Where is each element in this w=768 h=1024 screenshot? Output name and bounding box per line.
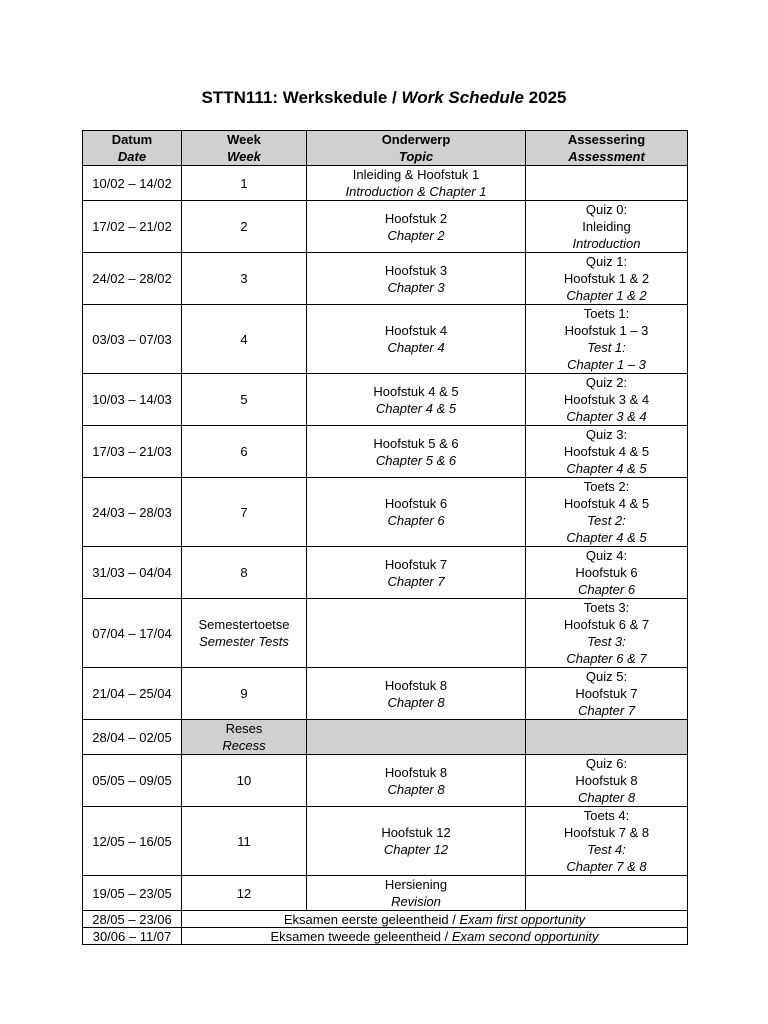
topic-label-en: Chapter 5 & 6 (375, 452, 457, 468)
topic-label: Hoofstuk 5 & 6 (373, 435, 459, 451)
table-row (83, 755, 688, 807)
assessment-cell (526, 807, 688, 876)
topic-label-en: Chapter 12 (383, 842, 449, 857)
exam-label-en: Exam second opportunity (451, 928, 599, 944)
assessment-line: Chapter 4 & 5 (566, 530, 647, 545)
assessment-line: Hoofstuk 7 (575, 686, 638, 701)
topic-label: Hoofstuk 4 & 5 (373, 383, 459, 399)
table-row (83, 374, 688, 426)
topic-cell (307, 720, 526, 755)
topic-cell (307, 305, 526, 374)
topic-label: Inleiding & Hoofstuk 1 (352, 167, 480, 182)
week-cell: 4 (182, 305, 307, 374)
date-cell: 21/04 – 25/04 (83, 668, 182, 720)
week-cell: 7 (182, 478, 307, 547)
week-cell: 9 (182, 668, 307, 720)
table-row (83, 547, 688, 599)
assessment-line: Introduction (572, 236, 641, 251)
topic-cell (307, 253, 526, 305)
week-cell: 2 (182, 201, 307, 253)
table-row (83, 668, 688, 720)
assessment-line: Hoofstuk 4 & 5 (563, 496, 650, 511)
assessment-cell (526, 478, 688, 547)
assessment-cell (526, 876, 688, 911)
assessment-line: Quiz 5: (585, 669, 628, 684)
table-row (83, 876, 688, 911)
week-cell: 1 (182, 166, 307, 201)
assessment-line: Quiz 6: (585, 756, 628, 771)
assessment-line: Chapter 6 & 7 (566, 651, 647, 666)
exam-label: Eksamen eerste geleentheid / (283, 911, 460, 927)
date-cell: 17/03 – 21/03 (83, 426, 182, 478)
topic-cell (307, 668, 526, 720)
date-cell: 10/02 – 14/02 (83, 166, 182, 201)
header-week: Week Week (182, 131, 307, 166)
assessment-line: Chapter 8 (577, 790, 636, 805)
week-label: Semestertoetse (198, 617, 290, 632)
exam-row (83, 928, 688, 945)
assessment-cell (526, 201, 688, 253)
topic-cell (307, 807, 526, 876)
week-cell: 6 (182, 426, 307, 478)
assessment-line: Chapter 1 & 2 (566, 288, 647, 303)
title-prefix: STTN111: Werkskedule / (201, 88, 402, 107)
exam-label-cell (182, 911, 688, 928)
week-cell: 10 (182, 755, 307, 807)
topic-cell (307, 599, 526, 668)
title-suffix: 2025 (523, 88, 567, 107)
assessment-cell (526, 547, 688, 599)
topic-label-en: Chapter 3 (387, 279, 445, 295)
assessment-line: Hoofstuk 1 – 3 (564, 323, 649, 338)
topic-label: Hoofstuk 6 (384, 496, 448, 511)
topic-cell (307, 201, 526, 253)
assessment-line: Test 2: (587, 513, 626, 528)
exam-date-cell: 28/05 – 23/06 (83, 911, 182, 928)
header-assessment: Assessering Assessment (526, 131, 688, 166)
topic-label: Hoofstuk 8 (384, 677, 448, 693)
topic-label: Hoofstuk 12 (381, 825, 451, 840)
exam-label-en: Exam first opportunity (459, 911, 586, 927)
week-cell (182, 599, 307, 668)
week-cell: 11 (182, 807, 307, 876)
date-cell: 31/03 – 04/04 (83, 547, 182, 599)
topic-label: Hoofstuk 3 (384, 262, 448, 278)
table-row (83, 720, 688, 755)
assessment-cell (526, 755, 688, 807)
date-cell: 28/04 – 02/05 (83, 720, 182, 755)
topic-cell (307, 374, 526, 426)
assessment-line: Quiz 2: (585, 375, 628, 390)
assessment-cell (526, 253, 688, 305)
table-row (83, 305, 688, 374)
assessment-line: Quiz 4: (585, 548, 628, 563)
exam-label: Eksamen tweede geleentheid / (270, 928, 452, 944)
assessment-line: Chapter 7 & 8 (566, 859, 647, 874)
topic-cell (307, 426, 526, 478)
topic-label-en: Chapter 7 (387, 573, 445, 589)
date-cell: 24/02 – 28/02 (83, 253, 182, 305)
assessment-line: Chapter 7 (577, 703, 636, 718)
week-cell: 8 (182, 547, 307, 599)
topic-label-en: Chapter 2 (387, 227, 445, 243)
schedule-table (82, 130, 688, 945)
topic-cell (307, 755, 526, 807)
week-cell (182, 720, 307, 755)
assessment-cell (526, 668, 688, 720)
assessment-line: Toets 2: (583, 479, 630, 494)
assessment-line: Hoofstuk 1 & 2 (563, 271, 650, 286)
week-cell: 12 (182, 876, 307, 911)
week-cell: 5 (182, 374, 307, 426)
assessment-line: Hoofstuk 4 & 5 (563, 444, 650, 459)
assessment-cell (526, 166, 688, 201)
assessment-line: Hoofstuk 7 & 8 (563, 825, 650, 840)
assessment-line: Hoofstuk 3 & 4 (563, 392, 650, 407)
table-row (83, 201, 688, 253)
table-row (83, 807, 688, 876)
topic-label: Hoofstuk 7 (384, 556, 448, 572)
table-row (83, 166, 688, 201)
title-italic: Work Schedule (401, 88, 524, 107)
exam-label-cell (182, 928, 688, 945)
topic-cell (307, 547, 526, 599)
page-title (0, 88, 768, 108)
topic-cell (307, 876, 526, 911)
week-label-en: Semester Tests (199, 634, 289, 649)
assessment-line: Chapter 3 & 4 (566, 409, 647, 424)
topic-label-en: Chapter 6 (387, 513, 445, 528)
table-row (83, 253, 688, 305)
topic-label: Hoofstuk 4 (384, 323, 448, 338)
table-row (83, 599, 688, 668)
assessment-line: Hoofstuk 6 (575, 565, 638, 580)
date-cell: 12/05 – 16/05 (83, 807, 182, 876)
table-row (83, 426, 688, 478)
date-cell: 17/02 – 21/02 (83, 201, 182, 253)
date-cell: 19/05 – 23/05 (83, 876, 182, 911)
assessment-line: Quiz 1: (585, 254, 628, 269)
header-date: Datum Date (83, 131, 182, 166)
week-label: Reses (225, 721, 263, 736)
header-topic: Onderwerp Topic (307, 131, 526, 166)
topic-label-en: Introduction & Chapter 1 (345, 184, 487, 199)
header-row (83, 131, 688, 166)
assessment-cell (526, 305, 688, 374)
assessment-line: Toets 1: (583, 306, 630, 321)
week-cell: 3 (182, 253, 307, 305)
topic-label-en: Chapter 8 (387, 781, 445, 797)
week-label-en: Recess (222, 738, 266, 753)
exam-date-cell: 30/06 – 11/07 (83, 928, 182, 945)
topic-label-en: Revision (391, 894, 441, 909)
topic-label: Hoofstuk 8 (384, 764, 448, 780)
assessment-line: Chapter 1 – 3 (567, 357, 646, 372)
topic-label-en: Chapter 8 (387, 694, 445, 710)
assessment-line: Toets 3: (583, 600, 630, 615)
assessment-line: Hoofstuk 6 & 7 (563, 617, 650, 632)
table-row (83, 478, 688, 547)
assessment-line: Quiz 3: (585, 427, 628, 442)
assessment-line: Inleiding (582, 219, 631, 234)
assessment-line: Test 1: (587, 340, 626, 355)
date-cell: 07/04 – 17/04 (83, 599, 182, 668)
assessment-cell (526, 374, 688, 426)
assessment-line: Test 3: (587, 634, 626, 649)
topic-label: Hoofstuk 2 (384, 210, 448, 226)
assessment-line: Quiz 0: (585, 202, 628, 217)
assessment-line: Toets 4: (583, 808, 630, 823)
assessment-cell (526, 720, 688, 755)
assessment-line: Test 4: (587, 842, 626, 857)
exam-row (83, 911, 688, 928)
assessment-line: Chapter 6 (577, 582, 636, 597)
topic-cell (307, 166, 526, 201)
topic-label: Hersiening (384, 877, 448, 892)
schedule-body (83, 166, 688, 945)
assessment-line: Hoofstuk 8 (575, 773, 638, 788)
date-cell: 05/05 – 09/05 (83, 755, 182, 807)
date-cell: 03/03 – 07/03 (83, 305, 182, 374)
topic-cell (307, 478, 526, 547)
topic-label-en: Chapter 4 (387, 340, 445, 355)
assessment-cell (526, 599, 688, 668)
date-cell: 10/03 – 14/03 (83, 374, 182, 426)
assessment-line: Chapter 4 & 5 (566, 461, 647, 476)
date-cell: 24/03 – 28/03 (83, 478, 182, 547)
assessment-cell (526, 426, 688, 478)
topic-label-en: Chapter 4 & 5 (375, 400, 457, 416)
